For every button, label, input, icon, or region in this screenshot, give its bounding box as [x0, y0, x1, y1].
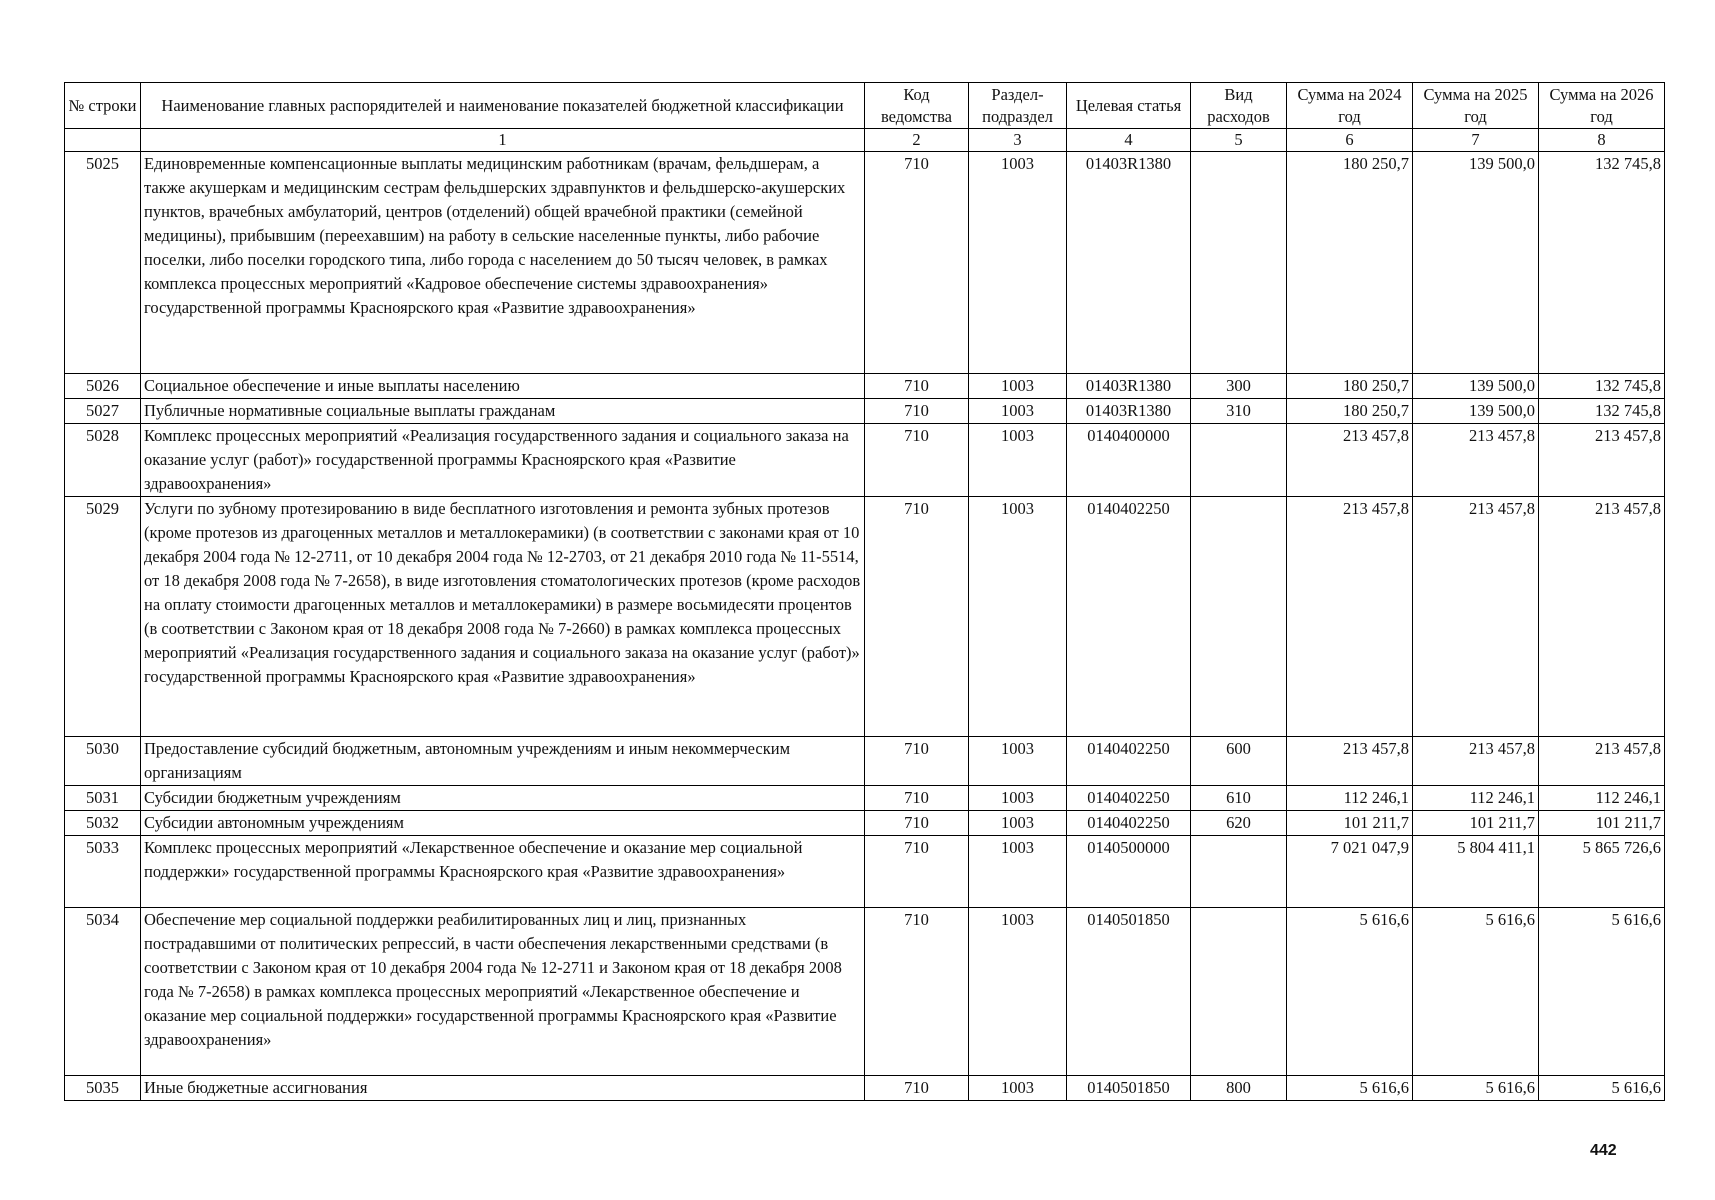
row-section: 1003: [969, 1076, 1067, 1101]
row-section: 1003: [969, 152, 1067, 374]
row-number: 5035: [65, 1076, 141, 1101]
table-row: [65, 1076, 1665, 1101]
row-sum-2025: 101 211,7: [1413, 811, 1539, 836]
header-name: Наименование главных распорядителей и наименование показателей бюджетной классификации: [141, 83, 865, 129]
header-sum-2024: Сумма на 2024 год: [1287, 83, 1413, 129]
row-target: 0140402250: [1067, 786, 1191, 811]
row-name: Обеспечение мер социальной поддержки реабилитированных лиц и лиц, признанных пострадавшими от политических репрессий, в части обеспечения лекарственными средствами (в соответствии с Законом края от 10 декабря 2004 года № 12-2711 и Законом края от 18 декабря 2008 года № 7-2658) в рамках комплекса процессных мероприятий «Лекарственное обеспечение и оказание мер социальной поддержки» государственной программы Красноярского края «Развитие здравоохранения»: [141, 908, 865, 1076]
row-dept-code: 710: [865, 1076, 969, 1101]
table-row: [65, 152, 1665, 374]
row-sum-2024: 7 021 047,9: [1287, 836, 1413, 908]
row-dept-code: 710: [865, 424, 969, 497]
row-section: 1003: [969, 374, 1067, 399]
row-name: Социальное обеспечение и иные выплаты населению: [141, 374, 865, 399]
header-row: [65, 83, 1665, 129]
row-number: 5026: [65, 374, 141, 399]
row-number: 5027: [65, 399, 141, 424]
row-name: Комплекс процессных мероприятий «Реализация государственного задания и социального заказа на оказание услуг (работ)» государственной программы Красноярского края «Развитие здравоохранения»: [141, 424, 865, 497]
row-name: Субсидии автономным учреждениям: [141, 811, 865, 836]
row-sum-2025: 213 457,8: [1413, 497, 1539, 737]
row-number: 5030: [65, 737, 141, 786]
row-sum-2024: 213 457,8: [1287, 424, 1413, 497]
row-sum-2024: 180 250,7: [1287, 152, 1413, 374]
row-target: 01403R1380: [1067, 152, 1191, 374]
row-section: 1003: [969, 424, 1067, 497]
header-section: Раздел-подраздел: [969, 83, 1067, 129]
row-sum-2025: 139 500,0: [1413, 399, 1539, 424]
row-sum-2024: 213 457,8: [1287, 497, 1413, 737]
row-sum-2026: 132 745,8: [1539, 399, 1665, 424]
column-number: 2: [865, 129, 969, 152]
row-target: 0140400000: [1067, 424, 1191, 497]
row-expense-type: 610: [1191, 786, 1287, 811]
page-number: 442: [1590, 1142, 1617, 1159]
column-number: 1: [141, 129, 865, 152]
row-number: 5033: [65, 836, 141, 908]
row-number: 5028: [65, 424, 141, 497]
row-sum-2025: 139 500,0: [1413, 152, 1539, 374]
row-sum-2024: 112 246,1: [1287, 786, 1413, 811]
row-expense-type: 600: [1191, 737, 1287, 786]
column-number: 5: [1191, 129, 1287, 152]
column-number: 4: [1067, 129, 1191, 152]
row-sum-2026: 213 457,8: [1539, 424, 1665, 497]
row-sum-2026: 5 865 726,6: [1539, 836, 1665, 908]
row-sum-2026: 5 616,6: [1539, 908, 1665, 1076]
row-section: 1003: [969, 497, 1067, 737]
row-sum-2025: 213 457,8: [1413, 424, 1539, 497]
row-number: 5029: [65, 497, 141, 737]
row-target: 0140402250: [1067, 737, 1191, 786]
row-sum-2025: 5 616,6: [1413, 1076, 1539, 1101]
row-target: 01403R1380: [1067, 374, 1191, 399]
row-section: 1003: [969, 836, 1067, 908]
row-expense-type: 620: [1191, 811, 1287, 836]
row-number: 5031: [65, 786, 141, 811]
row-section: 1003: [969, 399, 1067, 424]
header-sum-2026: Сумма на 2026 год: [1539, 83, 1665, 129]
row-sum-2024: 5 616,6: [1287, 1076, 1413, 1101]
row-target: 0140500000: [1067, 836, 1191, 908]
header-dept-code: Код ведомства: [865, 83, 969, 129]
row-sum-2026: 132 745,8: [1539, 152, 1665, 374]
row-sum-2026: 5 616,6: [1539, 1076, 1665, 1101]
budget-table-sheet: [64, 82, 1665, 1101]
row-expense-type: [1191, 836, 1287, 908]
header-row-no: № строки: [65, 83, 141, 129]
header-target: Целевая статья: [1067, 83, 1191, 129]
header-sum-2025: Сумма на 2025 год: [1413, 83, 1539, 129]
row-dept-code: 710: [865, 811, 969, 836]
row-section: 1003: [969, 737, 1067, 786]
row-name: Комплекс процессных мероприятий «Лекарственное обеспечение и оказание мер социальной поддержки» государственной программы Красноярского края «Развитие здравоохранения»: [141, 836, 865, 908]
row-sum-2026: 132 745,8: [1539, 374, 1665, 399]
row-sum-2025: 139 500,0: [1413, 374, 1539, 399]
column-number: 8: [1539, 129, 1665, 152]
row-section: 1003: [969, 908, 1067, 1076]
table-row: [65, 737, 1665, 786]
row-section: 1003: [969, 786, 1067, 811]
row-dept-code: 710: [865, 374, 969, 399]
row-target: 0140501850: [1067, 908, 1191, 1076]
row-dept-code: 710: [865, 908, 969, 1076]
table-row: [65, 424, 1665, 497]
row-expense-type: 800: [1191, 1076, 1287, 1101]
row-expense-type: [1191, 152, 1287, 374]
row-sum-2025: 213 457,8: [1413, 737, 1539, 786]
header-expense-type: Вид расходов: [1191, 83, 1287, 129]
row-sum-2025: 5 616,6: [1413, 908, 1539, 1076]
row-expense-type: [1191, 908, 1287, 1076]
row-name: Услуги по зубному протезированию в виде бесплатного изготовления и ремонта зубных протезов (кроме протезов из драгоценных металлов и металлокерамики) (в соответствии с законами края от 10 декабря 2004 года № 12-2711, от 10 декабря 2004 года № 12-2703, от 21 декабря 2010 года № 11-5514, от 18 декабря 2008 года № 7-2658), в виде изготовления стоматологических протезов (кроме расходов на оплату стоимости драгоценных металлов и металлокерамики) в размере восьмидесяти процентов (в соответствии с Законом края от 18 декабря 2008 года № 7-2660) в рамках комплекса процессных мероприятий «Реализация государственного задания и социального заказа на оказание услуг (работ)» государственной программы Красноярского края «Развитие здравоохранения»: [141, 497, 865, 737]
row-expense-type: 310: [1191, 399, 1287, 424]
row-target: 0140501850: [1067, 1076, 1191, 1101]
row-target: 0140402250: [1067, 811, 1191, 836]
table-row: [65, 399, 1665, 424]
column-number-row: [65, 129, 1665, 152]
row-dept-code: 710: [865, 497, 969, 737]
row-target: 0140402250: [1067, 497, 1191, 737]
row-sum-2024: 180 250,7: [1287, 399, 1413, 424]
row-target: 01403R1380: [1067, 399, 1191, 424]
row-sum-2026: 213 457,8: [1539, 497, 1665, 737]
table-row: [65, 811, 1665, 836]
column-number: [65, 129, 141, 152]
row-name: Предоставление субсидий бюджетным, автономным учреждениям и иным некоммерческим организациям: [141, 737, 865, 786]
row-expense-type: [1191, 497, 1287, 737]
row-dept-code: 710: [865, 399, 969, 424]
row-sum-2025: 5 804 411,1: [1413, 836, 1539, 908]
column-number: 3: [969, 129, 1067, 152]
row-number: 5034: [65, 908, 141, 1076]
table-row: [65, 836, 1665, 908]
row-expense-type: 300: [1191, 374, 1287, 399]
table-row: [65, 497, 1665, 737]
row-sum-2026: 101 211,7: [1539, 811, 1665, 836]
table-row: [65, 786, 1665, 811]
row-dept-code: 710: [865, 152, 969, 374]
column-number: 7: [1413, 129, 1539, 152]
row-dept-code: 710: [865, 737, 969, 786]
row-name: Единовременные компенсационные выплаты медицинским работникам (врачам, фельдшерам, а также акушеркам и медицинским сестрам фельдшерских здравпунктов и фельдшерско-акушерских пунктов, врачебных амбулаторий, центров (отделений) общей врачебной практики (семейной медицины), прибывшим (переехавшим) на работу в сельские населенные пункты, либо рабочие поселки, либо поселки городского типа, либо города с населением до 50 тысяч человек, в рамках комплекса процессных мероприятий «Кадровое обеспечение системы здравоохранения» государственной программы Красноярского края «Развитие здравоохранения»: [141, 152, 865, 374]
row-section: 1003: [969, 811, 1067, 836]
row-sum-2024: 101 211,7: [1287, 811, 1413, 836]
table-row: [65, 908, 1665, 1076]
row-sum-2024: 180 250,7: [1287, 374, 1413, 399]
row-sum-2026: 213 457,8: [1539, 737, 1665, 786]
row-dept-code: 710: [865, 836, 969, 908]
row-sum-2024: 5 616,6: [1287, 908, 1413, 1076]
column-number: 6: [1287, 129, 1413, 152]
row-name: Иные бюджетные ассигнования: [141, 1076, 865, 1101]
row-name: Субсидии бюджетным учреждениям: [141, 786, 865, 811]
budget-table: [64, 82, 1665, 1101]
row-expense-type: [1191, 424, 1287, 497]
row-sum-2025: 112 246,1: [1413, 786, 1539, 811]
row-number: 5025: [65, 152, 141, 374]
row-sum-2026: 112 246,1: [1539, 786, 1665, 811]
row-dept-code: 710: [865, 786, 969, 811]
table-row: [65, 374, 1665, 399]
row-name: Публичные нормативные социальные выплаты гражданам: [141, 399, 865, 424]
row-number: 5032: [65, 811, 141, 836]
row-sum-2024: 213 457,8: [1287, 737, 1413, 786]
